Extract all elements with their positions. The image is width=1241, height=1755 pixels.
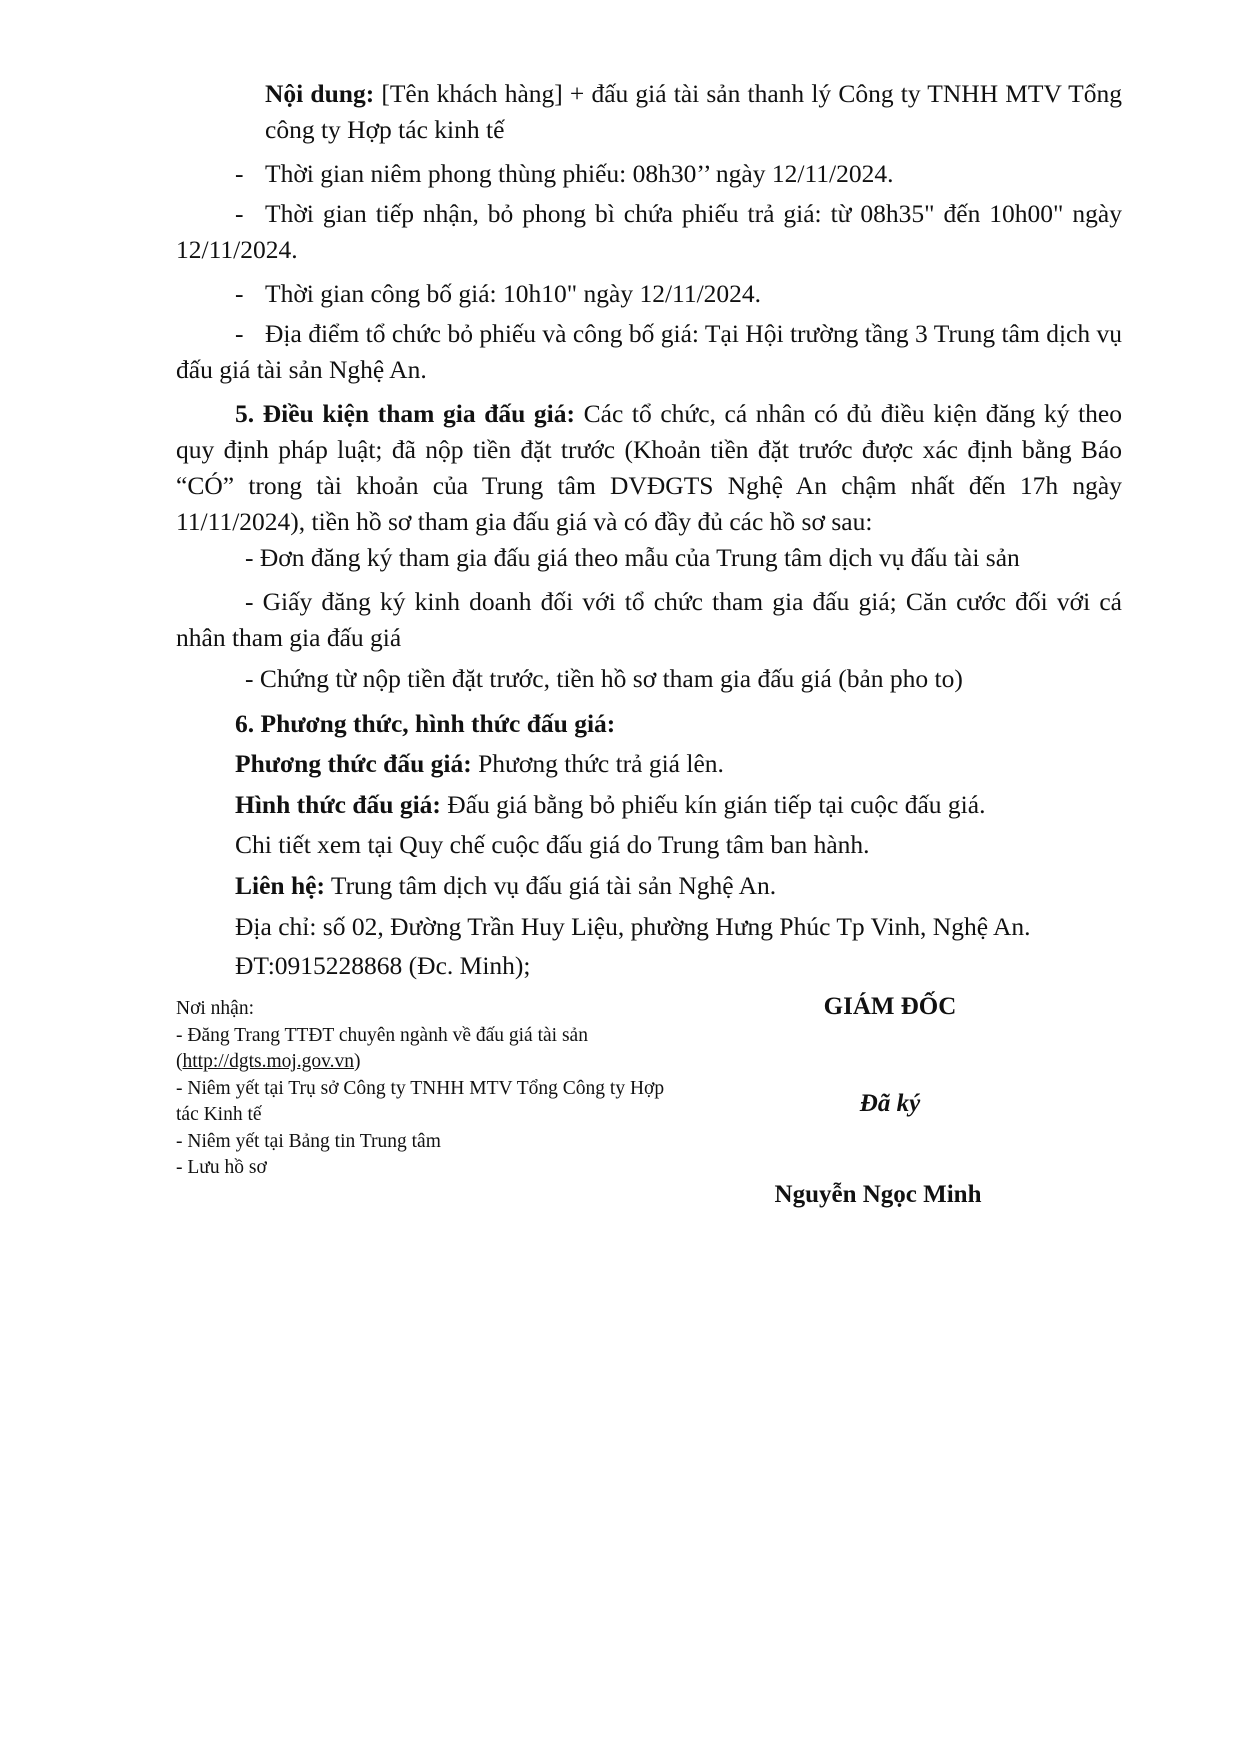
signature-position: GIÁM ĐỐC (823, 993, 957, 1020)
content-paragraph (265, 76, 1122, 148)
form-line (235, 787, 1122, 823)
content-text: [Tên khách hàng] + đấu giá tài sản thanh lý Công ty TNHH MTV Tổng công ty Hợp tác kinh tế (265, 79, 1122, 144)
contact-line (235, 868, 1122, 904)
recipient-item-4: - Lưu hồ sơ (176, 1157, 267, 1178)
receive-time-dash: - (235, 199, 244, 228)
section5-paragraph (176, 396, 1122, 540)
announce-time-text: Thời gian công bố giá: 10h10" ngày 12/11/2024. (265, 279, 762, 308)
form-text: Đấu giá bằng bỏ phiếu kín gián tiếp tại cuộc đấu giá. (440, 790, 986, 819)
signature-signed: Đã ký (859, 1090, 921, 1117)
recipients-block (176, 996, 666, 1182)
recipient-item-3: - Niêm yết tại Bảng tin Trung tâm (176, 1130, 441, 1152)
form-label: Hình thức đấu giá: (235, 790, 441, 819)
contact-label: Liên hệ: (235, 871, 325, 900)
receive-time-text: Thời gian tiếp nhận, bỏ phong bì chứa phiếu trả giá: từ 08h35" đến 10h00" ngày 12/11/2024. (176, 199, 1122, 264)
receive-time-item (176, 196, 1122, 268)
location-dash: - (235, 319, 244, 348)
address-line: Địa chỉ: số 02, Đường Trần Huy Liệu, phường Hưng Phúc Tp Vinh, Nghệ An. (235, 912, 1031, 941)
section5-item-1: - Đơn đăng ký tham gia đấu giá theo mẫu của Trung tâm dịch vụ đấu tài sản (245, 543, 1020, 572)
seal-time-item (235, 156, 1122, 192)
location-item (176, 316, 1122, 388)
recipient-item-1-prefix: - Đăng Trang TTĐT chuyên ngành về đấu giá tài sản ( (176, 1024, 588, 1072)
method-line (235, 746, 1122, 782)
dgts-link[interactable]: http://dgts.moj.gov.vn (182, 1051, 355, 1072)
announce-time-item (235, 276, 1122, 312)
section5-item-2: - Giấy đăng ký kinh doanh đối với tổ chức tham gia đấu giá; Căn cước đối với cá nhân tham gia đấu giá (176, 587, 1122, 652)
recipients-title: Nơi nhận: (176, 998, 255, 1019)
recipient-item-1 (176, 1023, 666, 1076)
location-text: Địa điểm tổ chức bỏ phiếu và công bố giá: Tại Hội trường tầng 3 Trung tâm dịch vụ đấu giá tài sản Nghệ An. (176, 319, 1122, 384)
seal-time-dash: - (235, 159, 244, 188)
section5-text: Các tổ chức, cá nhân có đủ điều kiện đăng ký theo quy định pháp luật; đã nộp tiền đặt trước (Khoản tiền đặt trước được xác định bằng Báo “CÓ” trong tài khoản của Trung tâm DVĐGTS Nghệ An chậm nhất đến 17h ngày 11/11/2024), tiền hồ sơ tham gia đấu giá và có đầy đủ các hồ sơ sau: (176, 399, 1122, 536)
signature-name: Nguyễn Ngọc Minh (774, 1181, 982, 1208)
detail-line: Chi tiết xem tại Quy chế cuộc đấu giá do Trung tâm ban hành. (235, 830, 870, 859)
phone-line: ĐT:0915228868 (Đc. Minh); (235, 951, 531, 980)
method-text: Phương thức trả giá lên. (471, 749, 724, 778)
section5-item-3: - Chứng từ nộp tiền đặt trước, tiền hồ sơ tham gia đấu giá (bản pho to) (245, 664, 963, 693)
section5-heading: 5. Điều kiện tham gia đấu giá: (235, 399, 576, 428)
method-label: Phương thức đấu giá: (235, 749, 472, 778)
announce-time-dash: - (235, 279, 244, 308)
contact-text: Trung tâm dịch vụ đấu giá tài sản Nghệ An. (324, 871, 777, 900)
recipient-item-2: - Niêm yết tại Trụ sở Công ty TNHH MTV Tổng Công ty Hợp tác Kinh tế (176, 1077, 665, 1125)
seal-time-text: Thời gian niêm phong thùng phiếu: 08h30’’ ngày 12/11/2024. (265, 159, 894, 188)
recipient-item-1-suffix: ) (354, 1051, 361, 1072)
section6-heading: 6. Phương thức, hình thức đấu giá: (235, 709, 616, 738)
content-label: Nội dung: (265, 79, 375, 108)
